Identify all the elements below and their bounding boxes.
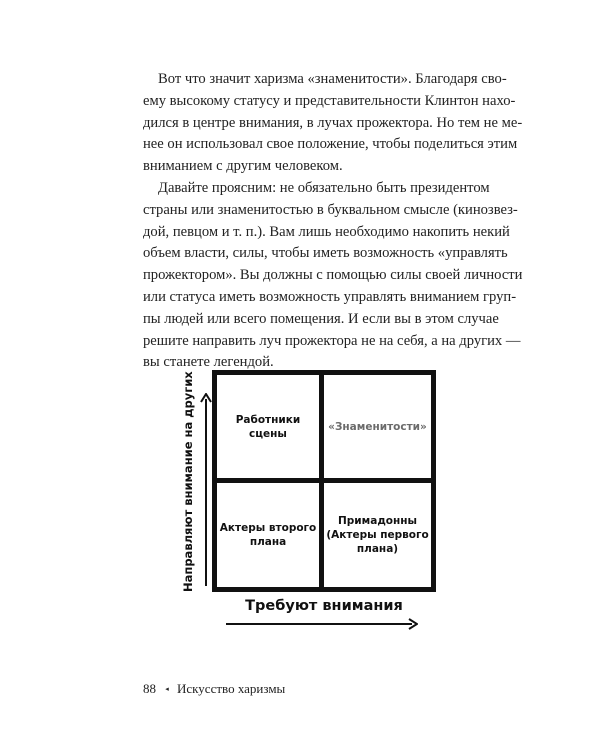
page-footer <box>143 680 285 697</box>
text-line: вы станете легендой. <box>143 354 274 371</box>
book-title: Искусство харизмы <box>177 681 286 697</box>
y-axis-arrow <box>200 393 212 586</box>
left-triangle-icon: ◂ <box>165 685 169 694</box>
text-line: страны или знаменитостью в буквальном смысле (кинозвез- <box>143 201 518 218</box>
body-text <box>143 69 523 374</box>
text-line: ему высокому статусу и представительности Клинтон нахо- <box>143 92 516 109</box>
text-line: объем власти, силы, чтобы иметь возможность «управлять <box>143 245 508 262</box>
x-axis-arrow <box>226 618 418 630</box>
text-line: пы людей или всего помещения. И если вы в этом случае <box>143 310 499 327</box>
x-axis-label: Требуют внимания <box>245 598 403 614</box>
text-line: дился в центре внимания, в лучах прожектора. Но тем не ме- <box>143 114 523 131</box>
cell-celebrities: «Знаменитости» <box>328 420 427 433</box>
text-line: дой, певцом и т. п.). Вам лишь необходимо накопить некий <box>143 223 510 240</box>
cell-stage-workers: Работники сцены <box>235 413 301 440</box>
text-line: нее он использовал свое положение, чтобы поделиться этим <box>143 136 518 153</box>
text-line: решите направить луч прожектора не на себя, а на других — <box>143 332 521 349</box>
cell-supporting-actors: Актеры второго плана <box>219 522 317 548</box>
cell-prima-donnas: Примадонны (Актеры первого плана) <box>326 515 429 555</box>
text-line: Давайте проясним: не обязательно быть президентом <box>158 179 490 196</box>
page-number: 88 <box>143 681 156 697</box>
text-line: или статуса иметь возможность управлять вниманием груп- <box>143 288 517 305</box>
text-line: Вот что значит харизма «знаменитости». Благодаря сво- <box>158 71 507 87</box>
text-line: вниманием с другим человеком. <box>143 158 343 175</box>
text-line: прожектором». Вы должны с помощью силы своей личности <box>143 267 523 284</box>
y-axis-label: Направляют внимание на других <box>181 371 195 592</box>
